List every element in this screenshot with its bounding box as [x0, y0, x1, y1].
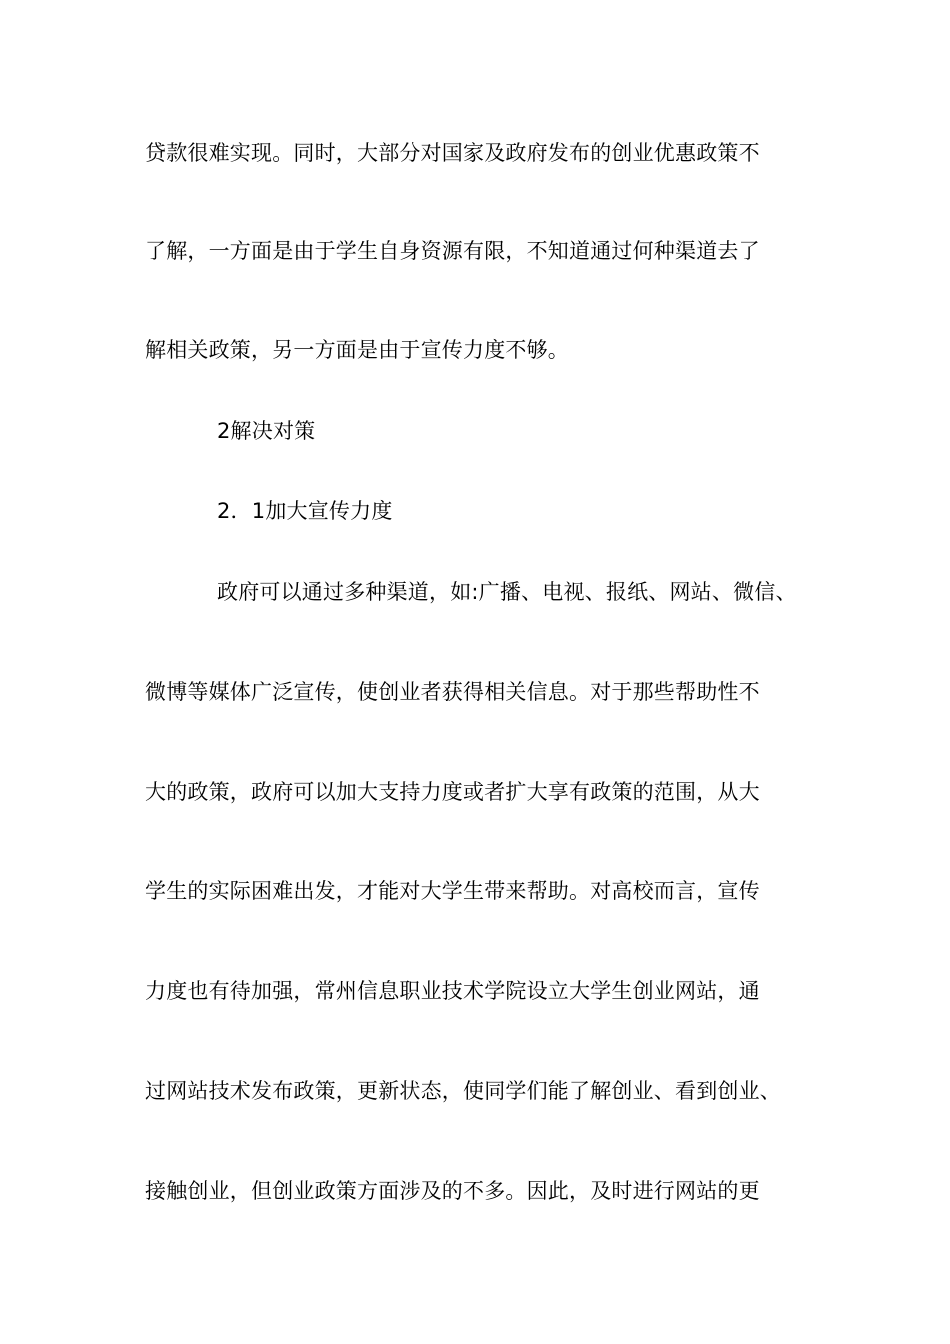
paragraph-2-line-3: 大的政策，政府可以加大支持力度或者扩大享有政策的范围，从大 — [145, 780, 760, 804]
paragraph-1-line-1: 贷款很难实现。同时，大部分对国家及政府发布的创业优惠政策不 — [145, 141, 760, 165]
paragraph-2-line-4: 学生的实际困难出发，才能对大学生带来帮助。对高校而言，宣传 — [145, 879, 760, 903]
paragraph-2-line-2: 微博等媒体广泛宣传，使创业者获得相关信息。对于那些帮助性不 — [145, 680, 760, 704]
paragraph-1-line-3: 解相关政策，另一方面是由于宣传力度不够。 — [145, 338, 569, 362]
paragraph-2-line-5: 力度也有待加强，常州信息职业技术学院设立大学生创业网站，通 — [145, 979, 760, 1003]
section-heading-2-1: 2．1加大宣传力度 — [217, 499, 393, 523]
paragraph-2-line-7: 接触创业，但创业政策方面涉及的不多。因此，及时进行网站的更 — [145, 1179, 760, 1203]
paragraph-2-line-1: 政府可以通过多种渠道，如:广播、电视、报纸、网站、微信、 — [217, 580, 797, 604]
section-heading-2: 2解决对策 — [217, 419, 316, 443]
paragraph-2-line-6: 过网站技术发布政策，更新状态，使同学们能了解创业、看到创业、 — [145, 1079, 781, 1103]
paragraph-1-line-2: 了解，一方面是由于学生自身资源有限，不知道通过何种渠道去了 — [145, 239, 760, 263]
